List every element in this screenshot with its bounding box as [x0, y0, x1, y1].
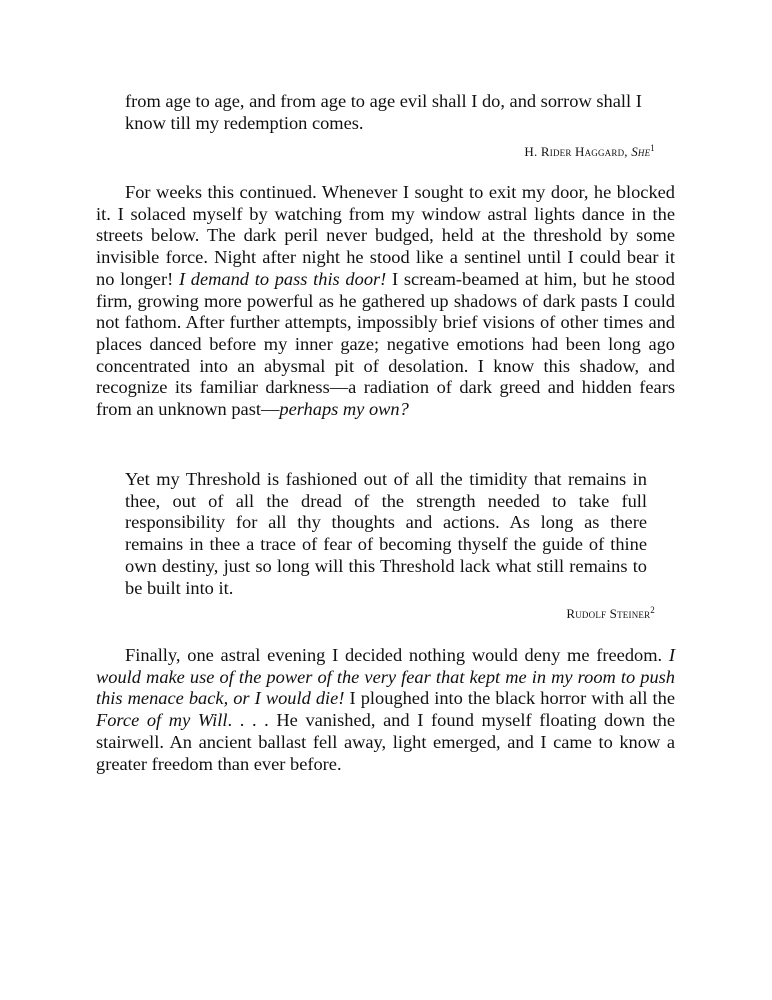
text-run: I scream-beamed at him, but he stood firm, growing more powerful as he gathered up shadows of dark pasts I could not fathom. After further attempts, impossibly brief visions of other times and places danced before my inner gaze; negative emotions had been long ago concentrated into an abysmal pit of desolation. I know this shadow, and recognize its familiar darkness—a radiation of dark greed and hidden fears from an unknown past—	[96, 268, 675, 420]
attribution-author: H. Rider Haggard,	[524, 144, 632, 159]
text-run: For weeks this continued. Whenever I sought to exit my door, he blocked it. I solaced myself by watching from my window astral lights dance in the streets below. The dark peril never budged, held at the threshold by some invisible force. Night after night he stood like a sentinel until I could bear it no longer!	[96, 182, 675, 289]
epigraph-attribution	[524, 144, 655, 160]
italic-text: Force of my Will	[96, 710, 228, 731]
italic-text: perhaps my own?	[279, 399, 409, 420]
text-run: Finally, one astral evening I decided nothing would deny me freedom.	[125, 645, 669, 665]
attribution-work: She	[631, 144, 651, 159]
body-paragraph-1	[96, 182, 675, 421]
block-quote-attribution	[566, 606, 655, 622]
attribution-author: Rudolf Steiner	[566, 606, 651, 621]
text-run: . . . . He vanished, and I found myself floating down the stairwell. An ancient ballast fell away, light emerged, and I came to know a greater freedom than ever before.	[96, 710, 675, 774]
body-paragraph-2	[96, 645, 675, 775]
footnote-marker: 1	[650, 143, 655, 153]
text-run: I ploughed into the black horror with all the	[344, 688, 675, 709]
italic-text: I would make use of the power of the very fear that kept me in my room to push this menace back, or I would die!	[96, 645, 675, 709]
paragraph-text	[96, 645, 675, 775]
epigraph-quote: from age to age, and from age to age evil shall I do, and sorrow shall I know till my redemption comes.	[125, 91, 642, 133]
footnote-marker: 2	[650, 605, 655, 615]
paragraph-text	[96, 182, 675, 421]
italic-text: I demand to pass this door!	[178, 268, 387, 289]
block-quote: Yet my Threshold is fashioned out of all the timidity that remains in thee, out of all the dread of the strength needed to take full responsibility for all thy thoughts and actions. As long as there remains in thee a trace of fear of becoming thyself the guide of thine own destiny, just so long will this Threshold lack what still remains to be built into it.	[125, 469, 647, 598]
